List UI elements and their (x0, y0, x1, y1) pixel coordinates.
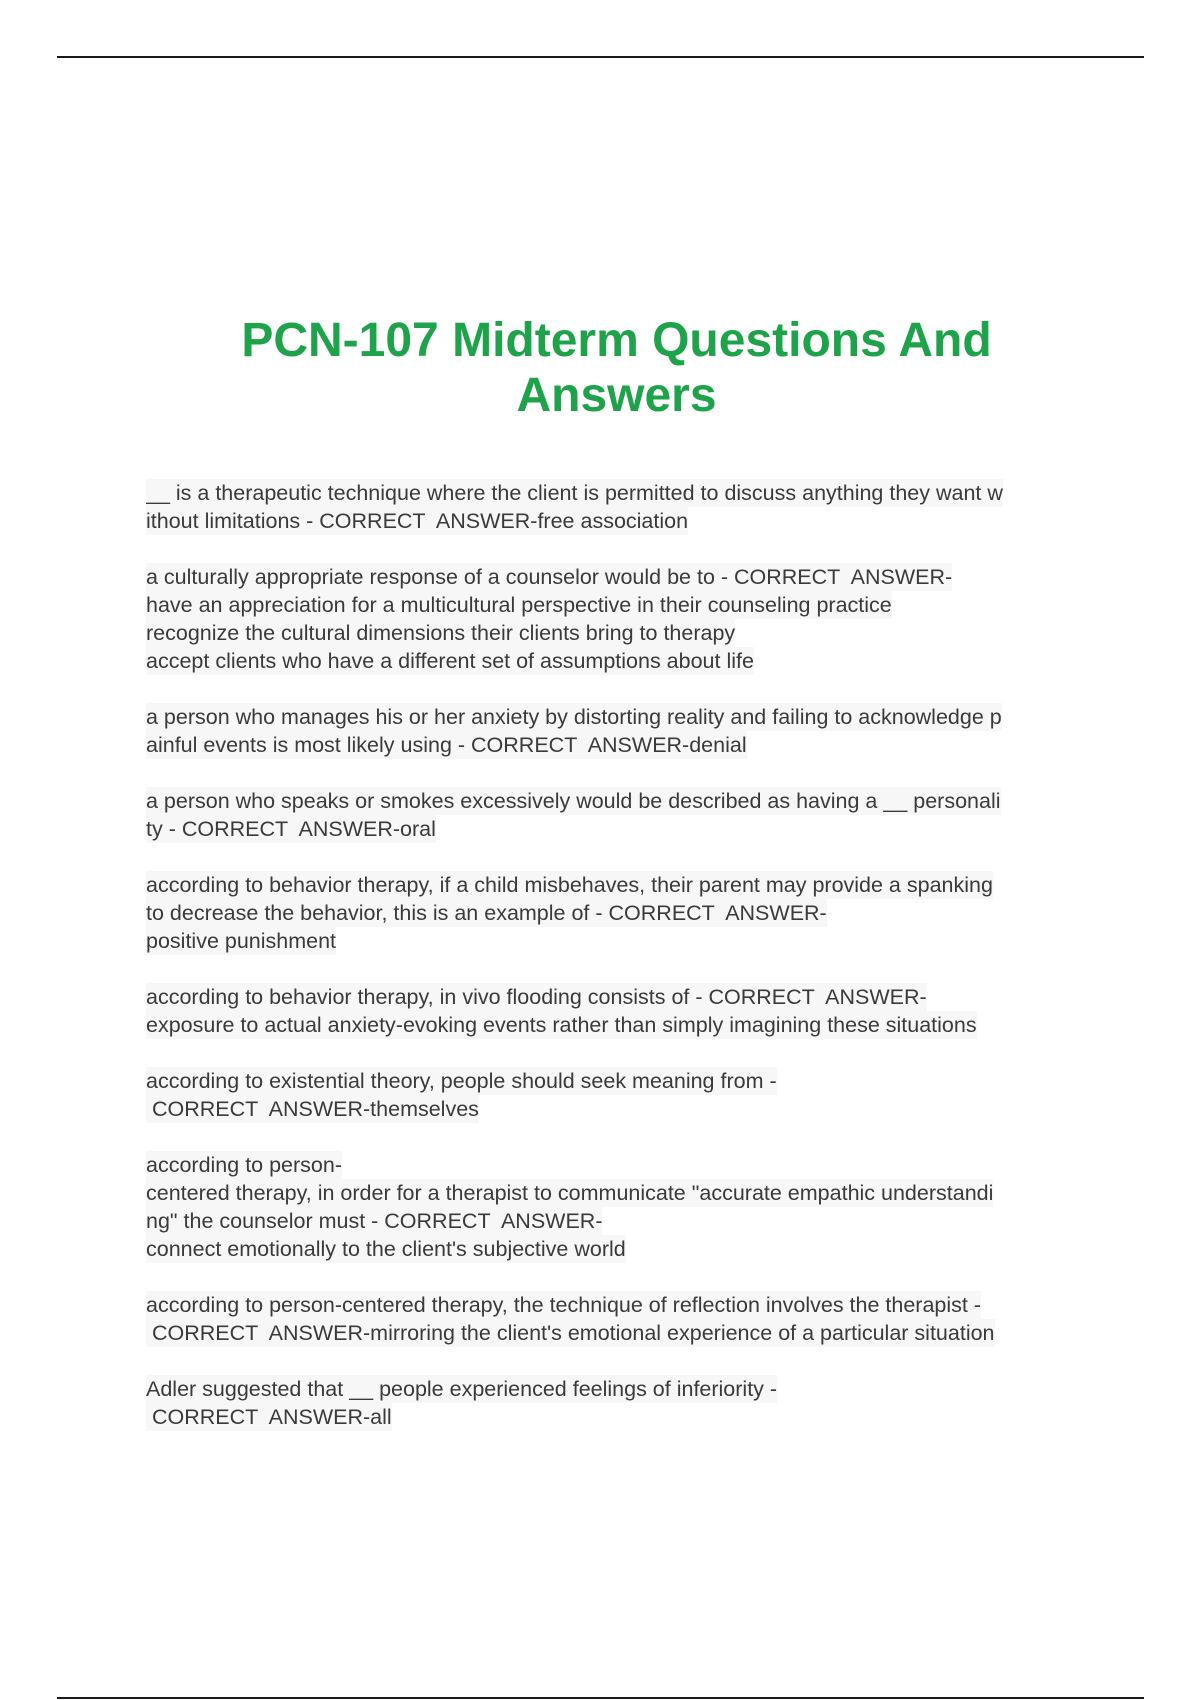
title-line-1: PCN-107 Midterm Questions And (241, 314, 992, 367)
qa-line: according to person-centered therapy, the technique of reflection involves the therapist - (146, 1293, 982, 1317)
qa-line: CORRECT ANSWER-mirroring the client's emotional experience of a particular situation (146, 1321, 995, 1345)
document-title (150, 313, 1083, 423)
qa-line: positive punishment (146, 929, 337, 953)
bottom-rule (57, 1697, 1144, 1699)
title-line-2: Answers (516, 369, 717, 422)
qa-line: __ is a therapeutic technique where the client is permitted to discuss anything they want w (146, 481, 1003, 505)
question-answer-list (146, 479, 1090, 1459)
qa-line: Adler suggested that __ people experienced feelings of inferiority - (146, 1377, 778, 1401)
qa-line: ng" the counselor must - CORRECT ANSWER- (146, 1209, 603, 1233)
qa-item (146, 563, 1090, 675)
qa-item (146, 1291, 1090, 1347)
qa-line: according to existential theory, people should seek meaning from - (146, 1069, 777, 1093)
qa-item (146, 703, 1090, 759)
qa-item (146, 479, 1090, 535)
qa-line: centered therapy, in order for a therapist to communicate "accurate empathic understandi (146, 1181, 994, 1205)
qa-line: connect emotionally to the client's subjective world (146, 1237, 626, 1261)
qa-item (146, 983, 1090, 1039)
qa-item (146, 1067, 1090, 1123)
qa-item (146, 1375, 1090, 1431)
qa-item (146, 787, 1090, 843)
qa-line: CORRECT ANSWER-themselves (146, 1097, 479, 1121)
qa-line: ainful events is most likely using - CORRECT ANSWER-denial (146, 733, 747, 757)
qa-line: ithout limitations - CORRECT ANSWER-free association (146, 509, 689, 533)
qa-item (146, 1151, 1090, 1263)
qa-line: recognize the cultural dimensions their clients bring to therapy (146, 621, 736, 645)
qa-line: CORRECT ANSWER-all (146, 1405, 392, 1429)
top-rule (57, 56, 1144, 58)
qa-item (146, 871, 1090, 955)
qa-line: a person who manages his or her anxiety by distorting reality and failing to acknowledge p (146, 705, 1002, 729)
qa-line: according to behavior therapy, in vivo flooding consists of - CORRECT ANSWER- (146, 985, 927, 1009)
qa-line: have an appreciation for a multicultural perspective in their counseling practice (146, 593, 892, 617)
qa-line: exposure to actual anxiety-evoking events rather than simply imagining these situations (146, 1013, 977, 1037)
qa-line: accept clients who have a different set of assumptions about life (146, 649, 754, 673)
qa-line: according to person- (146, 1153, 342, 1177)
qa-line: a person who speaks or smokes excessively would be described as having a __ personali (146, 789, 1001, 813)
qa-line: ty - CORRECT ANSWER-oral (146, 817, 436, 841)
qa-line: according to behavior therapy, if a child misbehaves, their parent may provide a spanking (146, 873, 993, 897)
qa-line: a culturally appropriate response of a counselor would be to - CORRECT ANSWER- (146, 565, 953, 589)
qa-line: to decrease the behavior, this is an example of - CORRECT ANSWER- (146, 901, 827, 925)
